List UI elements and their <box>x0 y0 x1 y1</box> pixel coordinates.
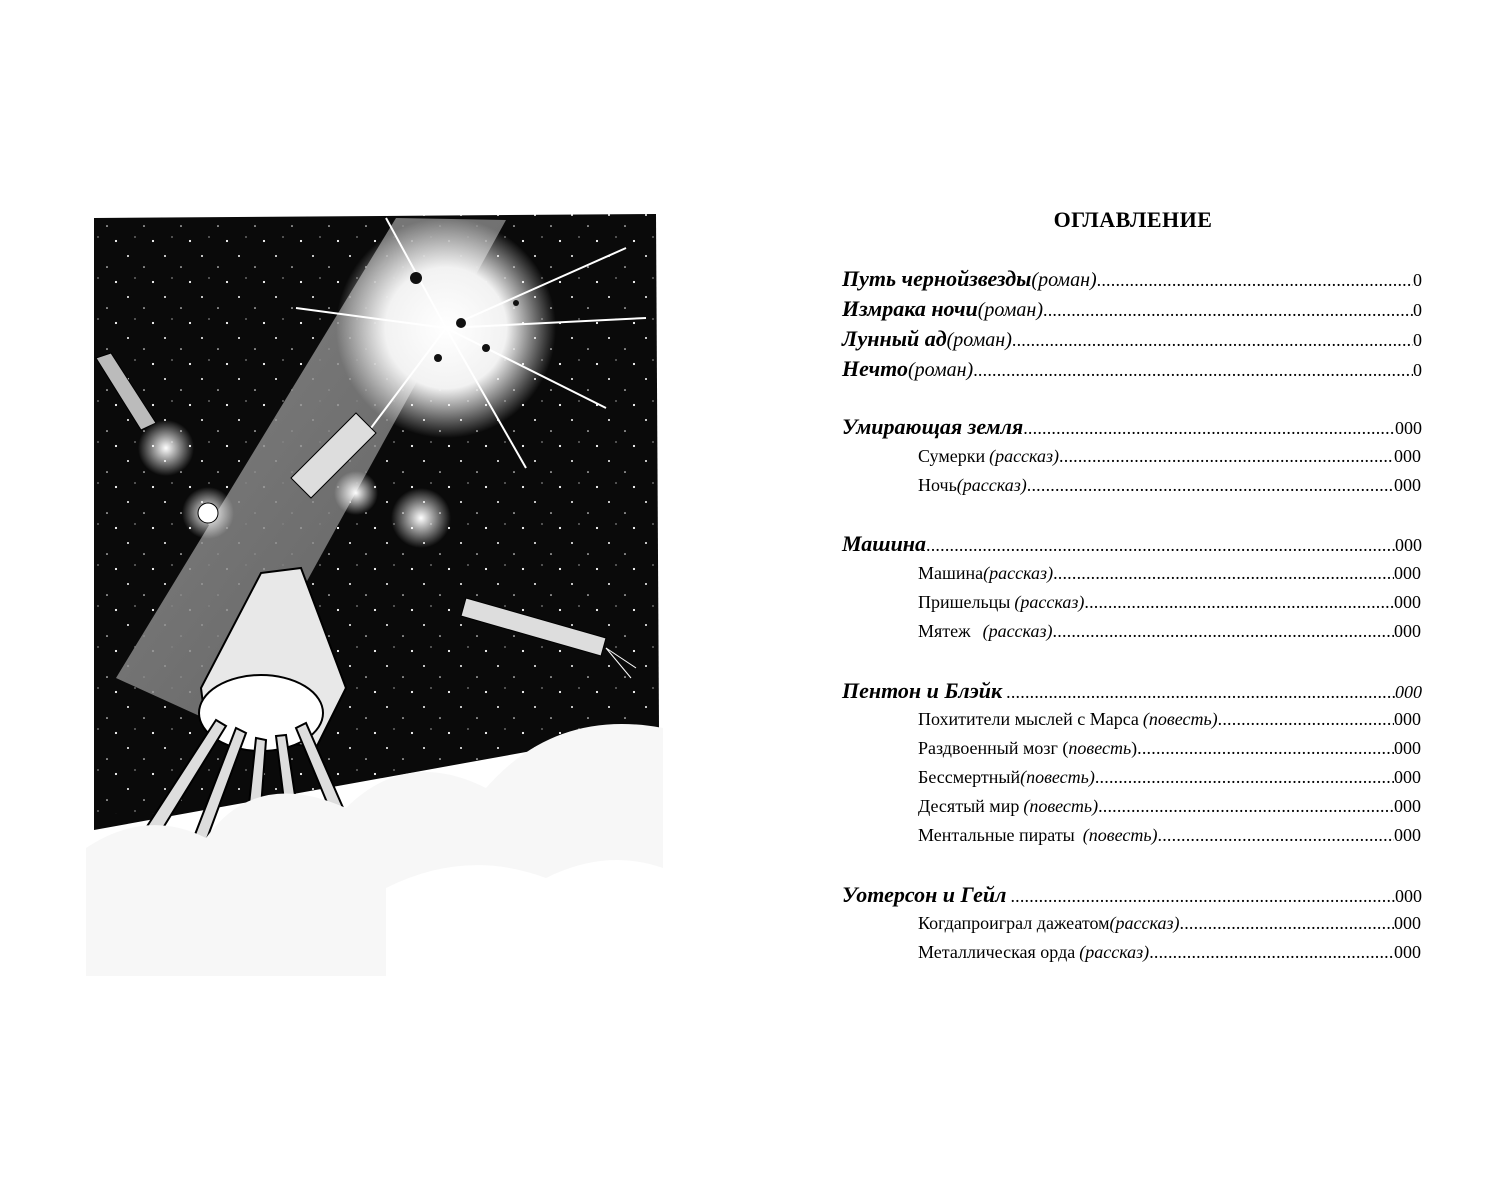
toc-subentry[interactable] <box>918 942 1421 963</box>
page-number: 000 <box>1394 446 1421 466</box>
entry-kind-close: ) <box>1131 738 1138 758</box>
toc-subentry[interactable] <box>918 709 1421 730</box>
page-number: 000 <box>1395 535 1422 555</box>
entry-title: Десятый мир <box>918 796 1020 816</box>
dot-leader <box>1218 709 1394 730</box>
entry-kind: (рассказ) <box>1109 913 1180 933</box>
entry-title: Раздвоенный мозг ( <box>918 738 1069 758</box>
entry-kind: (роман) <box>946 329 1012 351</box>
entry-kind: (рассказ) <box>1079 942 1150 962</box>
dot-leader <box>973 360 1413 381</box>
page-number: 000 <box>1394 942 1421 962</box>
toc-section[interactable] <box>842 414 1422 440</box>
entry-kind: (рассказ) <box>956 475 1027 495</box>
entry-title: Металлическая орда <box>918 942 1076 962</box>
dot-leader <box>1097 270 1413 291</box>
entry-kind: повесть <box>1068 738 1132 758</box>
entry-title: Бессмертный <box>918 767 1021 787</box>
dot-leader <box>1012 330 1413 351</box>
toc-entry[interactable] <box>842 326 1422 352</box>
page-number: 000 <box>1394 621 1421 641</box>
toc-entry[interactable] <box>842 356 1422 382</box>
entry-title: Пришельцы <box>918 592 1011 612</box>
planet <box>198 503 218 523</box>
toc-entry[interactable] <box>842 296 1422 322</box>
dot-leader <box>1053 563 1394 584</box>
entry-title: Сумерки <box>918 446 986 466</box>
entry-title: Когдапроиграл дажеатом <box>918 913 1110 933</box>
entry-title: Машина <box>918 563 984 583</box>
toc-entry[interactable] <box>842 266 1422 292</box>
dot-leader <box>1006 682 1395 703</box>
entry-title: Путь чернойзвезды <box>842 266 1032 291</box>
dot-leader <box>1158 825 1394 846</box>
toc-subentry[interactable] <box>918 446 1421 467</box>
entry-kind: (рассказ) <box>989 446 1060 466</box>
page-number: 0 <box>1413 300 1422 320</box>
entry-kind: (повесть) <box>1023 796 1099 816</box>
entry-kind: (повесть) <box>1020 767 1095 787</box>
entry-title: Измрака ночи <box>842 296 978 321</box>
entry-kind: (рассказ) <box>1014 592 1085 612</box>
toc-subentry[interactable] <box>918 913 1421 934</box>
toc-subentry[interactable] <box>918 475 1421 496</box>
entry-title: Нечто <box>842 356 908 381</box>
entry-kind: (роман) <box>1031 269 1097 291</box>
dot-leader <box>1084 592 1394 613</box>
small-explosion <box>138 420 194 476</box>
page-number: 000 <box>1394 767 1421 787</box>
toc-subentry[interactable] <box>918 621 1421 642</box>
toc-subentry[interactable] <box>918 563 1421 584</box>
dot-leader <box>1043 300 1413 321</box>
page-number: 000 <box>1395 886 1422 906</box>
toc-section[interactable] <box>842 531 1422 557</box>
entry-kind: (повесть) <box>1082 825 1158 845</box>
page-number: 000 <box>1394 592 1421 612</box>
page-number: 000 <box>1394 709 1421 729</box>
illustration-art <box>86 208 663 976</box>
entry-kind: (повесть) <box>1142 709 1218 729</box>
page-number: 000 <box>1394 913 1421 933</box>
page-number: 0 <box>1413 360 1422 380</box>
entry-title: Мятеж <box>918 621 971 641</box>
toc-section[interactable] <box>842 882 1422 908</box>
entry-title: Лунный ад <box>842 326 947 351</box>
entry-kind: (роман) <box>977 299 1043 321</box>
toc-subentry[interactable] <box>918 738 1421 759</box>
entry-title: Похитители мыслей с Марса <box>918 709 1139 729</box>
dot-leader <box>1053 621 1394 642</box>
toc-subentry[interactable] <box>918 592 1421 613</box>
section-title: Умирающая земля <box>842 414 1024 439</box>
page-number: 000 <box>1394 825 1421 845</box>
page-number: 0 <box>1413 270 1422 290</box>
toc-subentry[interactable] <box>918 767 1421 788</box>
dot-leader <box>1180 913 1394 934</box>
entry-title: Ментальные пираты <box>918 825 1075 845</box>
dot-leader <box>1137 738 1394 759</box>
entry-kind: (рассказ) <box>982 621 1053 641</box>
page-number: 000 <box>1394 475 1421 495</box>
space-battle-illustration <box>86 208 663 976</box>
section-title: Уотерсон и Гейл <box>842 882 1007 907</box>
page-number: 0 <box>1413 330 1422 350</box>
section-title: Пентон и Блэйк <box>842 678 1003 703</box>
dot-leader <box>1027 475 1394 496</box>
toc-subentry[interactable] <box>918 796 1421 817</box>
page-number: 000 <box>1394 563 1421 583</box>
dot-leader <box>1095 767 1394 788</box>
entry-kind: (рассказ) <box>983 563 1054 583</box>
toc-subentry[interactable] <box>918 825 1421 846</box>
dot-leader <box>1023 418 1395 439</box>
table-of-contents <box>842 200 1424 962</box>
section-title: Машина <box>842 531 927 556</box>
entry-title: Ночь <box>918 475 957 495</box>
dot-leader <box>1098 796 1394 817</box>
page-number: 000 <box>1395 682 1422 702</box>
toc-section[interactable] <box>842 678 1422 704</box>
dot-leader <box>1149 942 1394 963</box>
page-number: 000 <box>1394 738 1421 758</box>
clouds <box>386 860 663 976</box>
dot-leader <box>1010 886 1395 907</box>
toc-heading: ОГЛАВЛЕНИЕ <box>1053 207 1213 232</box>
small-explosion <box>391 488 451 548</box>
dot-leader <box>1059 446 1394 467</box>
page-number: 000 <box>1394 796 1421 816</box>
page-number: 000 <box>1395 418 1422 438</box>
small-explosion <box>334 471 378 515</box>
dot-leader <box>926 535 1395 556</box>
entry-kind: (роман) <box>907 359 974 381</box>
